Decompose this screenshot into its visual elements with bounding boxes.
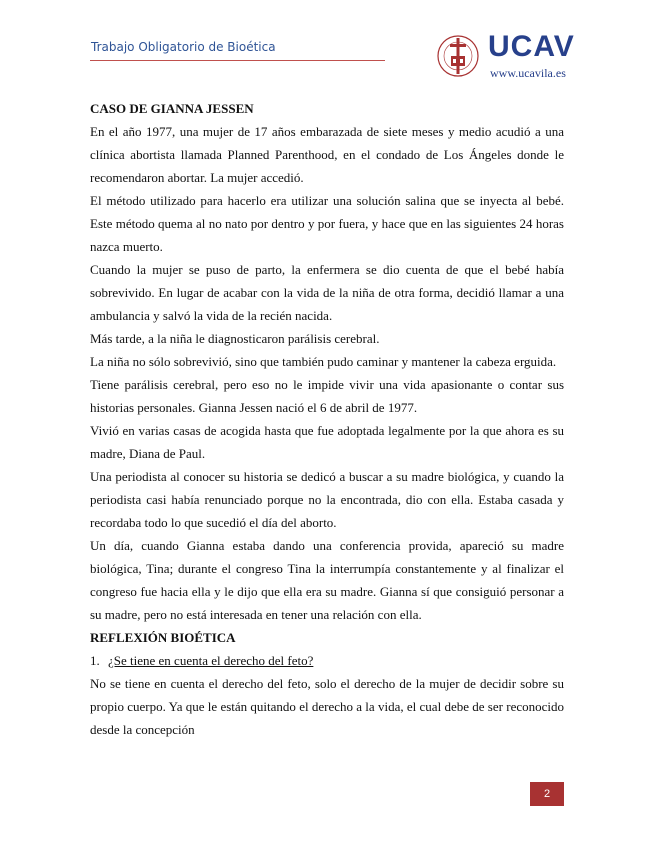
page-number-badge: 2 [530, 782, 564, 806]
question-number: 1. [90, 653, 100, 668]
university-seal-logo [436, 32, 480, 80]
reflection-answer: No se tiene en cuenta el derecho del feto, solo el derecho de la mujer de decidir sobre su propio cuerpo. Ya que le están quitando el derecho a la vida, el cual debe de ser reconocido desde la concepción [90, 676, 564, 737]
case-paragraph: En el año 1977, una mujer de 17 años embarazada de siete meses y medio acudió a una clínica abortista llamada Planned Parenthood, en el condado de Los Ángeles donde le recomendaron abortar. La mujer accedió. [90, 124, 564, 185]
case-paragraph: Tiene parálisis cerebral, pero eso no le impide vivir una vida apasionante o contar sus historias personales. Gianna Jessen nació el 6 de abril de 1977. [90, 377, 564, 415]
question-text: ¿Se tiene en cuenta el derecho del feto? [108, 653, 314, 668]
logo-wordmark: UCAV [488, 30, 575, 63]
reflection-question [90, 649, 564, 672]
header-title: Trabajo Obligatorio de Bioética [91, 40, 276, 54]
document-body [90, 97, 564, 741]
case-paragraph: Más tarde, a la niña le diagnosticaron parálisis cerebral. [90, 331, 380, 346]
case-paragraph: La niña no sólo sobrevivió, sino que también pudo caminar y mantener la cabeza erguida. [90, 354, 557, 369]
header-divider [90, 60, 385, 61]
case-paragraph: El método utilizado para hacerlo era utilizar una solución salina que se inyecta al bebé. Este método quema al no nato por dentro y por fuera, y hace que en las siguientes 24 horas nazca muerto. [90, 193, 564, 254]
case-paragraph: Cuando la mujer se puso de parto, la enfermera se dio cuenta de que el bebé había sobrevivido. En lugar de acabar con la vida de la niña de otra forma, decidió llamar a una ambulancia y salvó la vida de la recién nacida. [90, 262, 564, 323]
case-title: CASO DE GIANNA JESSEN [90, 101, 254, 116]
case-paragraph: Una periodista al conocer su historia se dedicó a buscar a su madre biológica, y cuando la periodista casi había renunciado porque no la encontrada, dio con ella. Estaba casada y recordaba todo lo que sucedió el día del aborto. [90, 469, 564, 530]
case-paragraph: Vivió en varias casas de acogida hasta que fue adoptada legalmente por la que ahora es su madre, Diana de Paul. [90, 423, 564, 461]
logo-url: www.ucavila.es [490, 66, 566, 80]
reflection-title: REFLEXIÓN BIOÉTICA [90, 630, 236, 645]
case-paragraph: Un día, cuando Gianna estaba dando una conferencia provida, apareció su madre biológica, Tina; durante el congreso Tina la interrumpía constantemente y al finalizar el congreso fue hacia ella y le dijo que ella era su madre. Gianna sí que consiguió personar a su madre, pero no está interesada en tener una relación con ella. [90, 538, 564, 622]
